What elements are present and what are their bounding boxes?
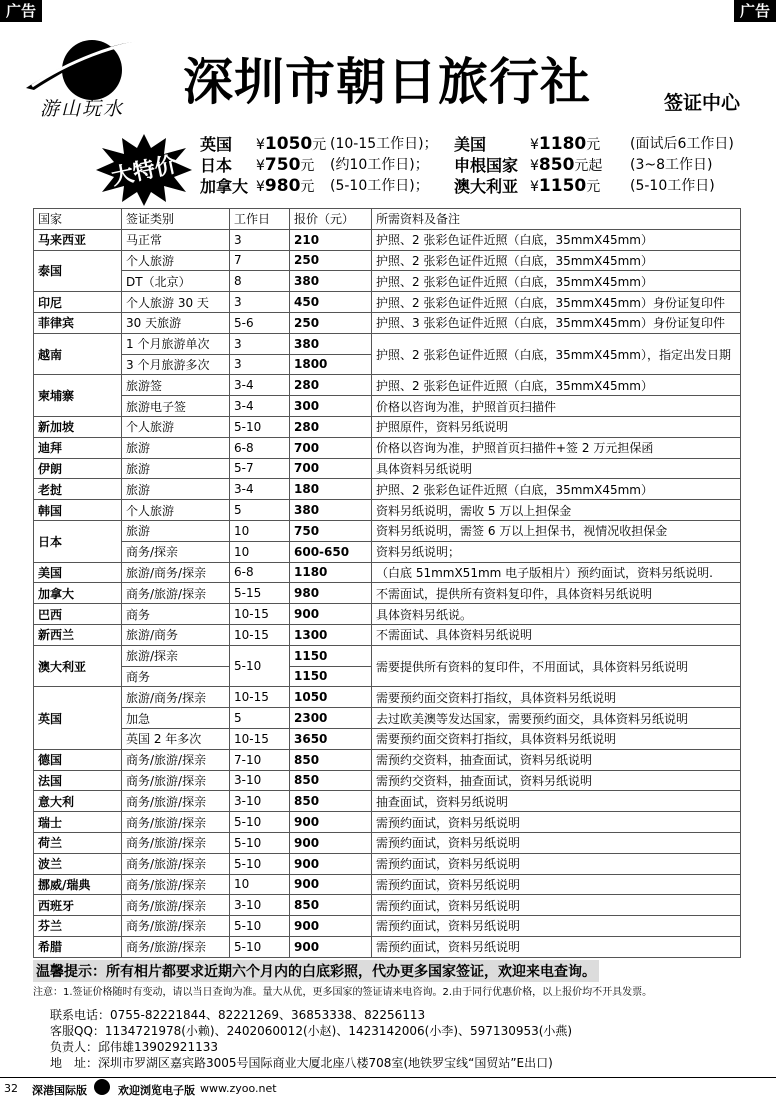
days-cell: 10-15 <box>230 624 290 645</box>
visa-type-cell: 商务/旅游/探亲 <box>122 853 230 874</box>
country-cell: 芬兰 <box>34 916 122 937</box>
logo-text: 游山玩水 <box>40 98 125 120</box>
table-row <box>34 624 741 645</box>
country-cell: 荷兰 <box>34 832 122 853</box>
price-cell: 700 <box>290 458 372 479</box>
price-cell: 380 <box>290 271 372 292</box>
note-cell: 价格以咨询为准，护照首页扫描件+签 2 万元担保函 <box>372 437 741 458</box>
note-cell: 护照、2 张彩色证件近照（白底，35mmX45mm），指定出发日期 <box>372 333 741 375</box>
days-cell: 5-15 <box>230 583 290 604</box>
price-cell: 700 <box>290 437 372 458</box>
table-row <box>34 416 741 437</box>
price-cell: 1800 <box>290 354 372 375</box>
days-cell: 8 <box>230 271 290 292</box>
price-cell: 280 <box>290 375 372 396</box>
visa-type-cell: 旅游 <box>122 479 230 500</box>
price-cell: 600-650 <box>290 541 372 562</box>
table-header-type: 签证类别 <box>122 209 230 230</box>
note-cell: 护照、2 张彩色证件近照（白底，35mmX45mm） <box>372 271 741 292</box>
note-cell: 不需面试，提供所有资料复印件，具体资料另纸说明 <box>372 583 741 604</box>
price-cell: 900 <box>290 916 372 937</box>
table-row <box>34 396 741 417</box>
visa-type-cell: 商务/旅游/探亲 <box>122 916 230 937</box>
country-cell: 瑞士 <box>34 812 122 833</box>
price-cell: 900 <box>290 832 372 853</box>
days-cell: 3-4 <box>230 479 290 500</box>
country-cell: 伊朗 <box>34 458 122 479</box>
promo-country: 申根国家 <box>454 156 519 175</box>
visa-type-cell: 旅游电子签 <box>122 396 230 417</box>
table-row <box>34 916 741 937</box>
country-cell: 菲律宾 <box>34 312 122 333</box>
note-cell: 需预约面试，资料另纸说明 <box>372 874 741 895</box>
table-row <box>34 333 741 354</box>
page-title: 深圳市朝日旅行社 <box>183 53 591 111</box>
table-header-days: 工作日 <box>230 209 290 230</box>
days-cell: 3 <box>230 354 290 375</box>
price-cell: 900 <box>290 936 372 957</box>
price-cell: 900 <box>290 874 372 895</box>
price-cell: 850 <box>290 770 372 791</box>
country-cell: 美国 <box>34 562 122 583</box>
promo-price: ¥1150元 <box>530 176 601 196</box>
tips-banner: 温馨提示：所有相片都要求近期六个月内的白底彩照，代办更多国家签证，欢迎来电查询。 <box>33 960 599 982</box>
edition-name: 深港国际版 <box>32 1084 87 1097</box>
promo-days: (面试后6工作日) <box>630 136 734 152</box>
price-cell: 2300 <box>290 708 372 729</box>
visa-type-cell: 商务 <box>122 666 230 687</box>
price-cell: 210 <box>290 229 372 250</box>
promo-country: 英国 <box>200 135 233 154</box>
price-cell: 3650 <box>290 728 372 749</box>
note-cell: 抽查面试，资料另纸说明 <box>372 791 741 812</box>
country-cell: 法国 <box>34 770 122 791</box>
note-cell: 价格以咨询为准，护照首页扫描件 <box>372 396 741 417</box>
country-cell: 印尼 <box>34 292 122 313</box>
days-cell: 10-15 <box>230 687 290 708</box>
days-cell: 5-10 <box>230 832 290 853</box>
promo-badge <box>96 134 192 206</box>
visa-type-cell: 个人旅游 <box>122 250 230 271</box>
table-row <box>34 832 741 853</box>
price-cell: 250 <box>290 250 372 271</box>
visa-type-cell: 旅游 <box>122 520 230 541</box>
note-cell: 具体资料另纸说明 <box>372 458 741 479</box>
price-cell: 180 <box>290 479 372 500</box>
price-cell: 1150 <box>290 666 372 687</box>
days-cell: 5-10 <box>230 916 290 937</box>
days-cell: 10-15 <box>230 728 290 749</box>
table-row <box>34 562 741 583</box>
contact-address: 地 址：深圳市罗湖区嘉宾路3005号国际商业大厦北座八楼708室(地铁罗宝线“国贸站”E出口) <box>50 1056 553 1070</box>
country-cell: 老挝 <box>34 479 122 500</box>
ad-label-right: 广告 <box>734 0 776 22</box>
note-cell: 护照、3 张彩色证件近照（白底，35mmX45mm）身份证复印件 <box>372 312 741 333</box>
note-cell: 需要提供所有资料的复印件，不用面试，具体资料另纸说明 <box>372 645 741 687</box>
price-cell: 380 <box>290 500 372 521</box>
note-cell: 需预约面试，资料另纸说明 <box>372 895 741 916</box>
country-cell: 日本 <box>34 520 122 562</box>
days-cell: 5-10 <box>230 645 290 687</box>
table-row <box>34 708 741 729</box>
footnote: 注意：1.签证价格随时有变动，请以当日查询为准。量大从优，更多国家的签证请来电咨询。2.由于同行优惠价格，以上报价均不开具发票。 <box>33 987 653 998</box>
note-cell: 资料另纸说明，需收 5 万以上担保金 <box>372 500 741 521</box>
price-cell: 450 <box>290 292 372 313</box>
visa-type-cell: 商务/探亲 <box>122 541 230 562</box>
promo-days: (5-10工作日) <box>630 178 715 194</box>
country-cell: 越南 <box>34 333 122 375</box>
table-row <box>34 271 741 292</box>
table-row <box>34 375 741 396</box>
table-row <box>34 645 741 666</box>
promo-country: 澳大利亚 <box>454 177 519 196</box>
days-cell: 3-10 <box>230 895 290 916</box>
visa-price-table <box>33 208 741 958</box>
price-cell: 1300 <box>290 624 372 645</box>
visa-type-cell: 旅游 <box>122 437 230 458</box>
table-row <box>34 853 741 874</box>
days-cell: 10 <box>230 520 290 541</box>
days-cell: 10 <box>230 541 290 562</box>
price-cell: 250 <box>290 312 372 333</box>
contact-person: 负责人：邱伟雄13902921133 <box>50 1040 218 1054</box>
contact-phone: 联系电话：0755-82221844、82221269、36853338、82256113 <box>50 1008 426 1022</box>
table-row <box>34 728 741 749</box>
visa-type-cell: 个人旅游 <box>122 416 230 437</box>
visa-type-cell: 个人旅游 <box>122 500 230 521</box>
visa-type-cell: 商务/旅游/探亲 <box>122 770 230 791</box>
note-cell: 去过欧美澳等发达国家，需要预约面交，具体资料另纸说明 <box>372 708 741 729</box>
visa-type-cell: 商务/旅游/探亲 <box>122 749 230 770</box>
promo-country: 加拿大 <box>200 177 249 196</box>
table-row <box>34 437 741 458</box>
promo-price: ¥1050元 <box>256 134 327 154</box>
days-cell: 7 <box>230 250 290 271</box>
visa-type-cell: 商务/旅游/探亲 <box>122 874 230 895</box>
visa-type-cell: 旅游/商务 <box>122 624 230 645</box>
promo-price: ¥850元起 <box>530 155 603 175</box>
days-cell: 3 <box>230 333 290 354</box>
country-cell: 泰国 <box>34 250 122 292</box>
note-cell: 护照原件，资料另纸说明 <box>372 416 741 437</box>
table-row <box>34 292 741 313</box>
price-cell: 900 <box>290 853 372 874</box>
days-cell: 7-10 <box>230 749 290 770</box>
note-cell: 需预约面试，资料另纸说明 <box>372 812 741 833</box>
note-cell: 护照、2 张彩色证件近照（白底，35mmX45mm） <box>372 229 741 250</box>
country-cell: 希腊 <box>34 936 122 957</box>
days-cell: 3-10 <box>230 770 290 791</box>
days-cell: 3 <box>230 292 290 313</box>
visa-type-cell: 加急 <box>122 708 230 729</box>
country-cell: 马来西亚 <box>34 229 122 250</box>
days-cell: 3-10 <box>230 791 290 812</box>
note-cell: 需预约面试，资料另纸说明 <box>372 916 741 937</box>
visa-type-cell: 商务 <box>122 604 230 625</box>
visa-type-cell: 英国 2 年多次 <box>122 728 230 749</box>
note-cell: 具体资料另纸说。 <box>372 604 741 625</box>
visa-type-cell: 个人旅游 30 天 <box>122 292 230 313</box>
visa-type-cell: 商务/旅游/探亲 <box>122 812 230 833</box>
table-row <box>34 791 741 812</box>
country-cell: 新西兰 <box>34 624 122 645</box>
promo-price: ¥750元 <box>256 155 315 175</box>
note-cell: 需要预约面交资料打指纹，具体资料另纸说明 <box>372 728 741 749</box>
country-cell: 波兰 <box>34 853 122 874</box>
ad-label-left: 广告 <box>0 0 42 22</box>
table-header-price: 报价（元） <box>290 209 372 230</box>
note-cell: 需预约交资料，抽查面试，资料另纸说明 <box>372 749 741 770</box>
price-cell: 380 <box>290 333 372 354</box>
visa-type-cell: 旅游签 <box>122 375 230 396</box>
table-row <box>34 936 741 957</box>
table-row <box>34 874 741 895</box>
note-cell: 护照、2 张彩色证件近照（白底，35mmX45mm） <box>372 250 741 271</box>
note-cell: 不需面试、具体资料另纸说明 <box>372 624 741 645</box>
days-cell: 10-15 <box>230 604 290 625</box>
price-cell: 980 <box>290 583 372 604</box>
country-cell: 加拿大 <box>34 583 122 604</box>
days-cell: 10 <box>230 874 290 895</box>
country-cell: 迪拜 <box>34 437 122 458</box>
note-cell: 资料另纸说明，需签 6 万以上担保书，视情况收担保金 <box>372 520 741 541</box>
table-row <box>34 812 741 833</box>
table-row <box>34 749 741 770</box>
promo-days: (10-15工作日)； <box>330 136 438 152</box>
country-cell: 韩国 <box>34 500 122 521</box>
days-cell: 5-7 <box>230 458 290 479</box>
days-cell: 6-8 <box>230 437 290 458</box>
table-row <box>34 479 741 500</box>
country-cell: 德国 <box>34 749 122 770</box>
price-cell: 750 <box>290 520 372 541</box>
price-cell: 850 <box>290 895 372 916</box>
contact-info <box>50 1007 572 1071</box>
table-row <box>34 250 741 271</box>
days-cell: 6-8 <box>230 562 290 583</box>
note-cell: （白底 51mmX51mm 电子版相片）预约面试，资料另纸说明. <box>372 562 741 583</box>
price-cell: 900 <box>290 812 372 833</box>
price-cell: 850 <box>290 749 372 770</box>
note-cell: 需预约面试，资料另纸说明 <box>372 936 741 957</box>
table-row <box>34 895 741 916</box>
note-cell: 资料另纸说明； <box>372 541 741 562</box>
country-cell: 挪威/瑞典 <box>34 874 122 895</box>
note-cell: 护照、2 张彩色证件近照（白底，35mmX45mm） <box>372 375 741 396</box>
price-cell: 300 <box>290 396 372 417</box>
country-cell: 新加坡 <box>34 416 122 437</box>
page-number: 32 <box>4 1082 18 1095</box>
promo-days: (3~8工作日) <box>630 157 713 173</box>
price-cell: 850 <box>290 791 372 812</box>
table-row <box>34 312 741 333</box>
page-subtitle: 签证中心 <box>664 92 741 114</box>
promo-days: (约10工作日)； <box>330 157 429 173</box>
visa-type-cell: 旅游 <box>122 458 230 479</box>
visa-type-cell: 商务/旅游/探亲 <box>122 583 230 604</box>
table-header-country: 国家 <box>34 209 122 230</box>
days-cell: 5 <box>230 708 290 729</box>
country-cell: 意大利 <box>34 791 122 812</box>
contact-qq: 客服QQ：1134721978(小赖)、2402060012(小赵)、1423142006(小李)、597130953(小燕) <box>50 1024 573 1038</box>
price-cell: 900 <box>290 604 372 625</box>
table-row <box>34 458 741 479</box>
days-cell: 3-4 <box>230 396 290 417</box>
edition-logo-icon <box>94 1079 110 1095</box>
table-row <box>34 604 741 625</box>
table-row <box>34 770 741 791</box>
promo-badge-text: 大特价 <box>109 152 180 191</box>
price-cell: 1180 <box>290 562 372 583</box>
visa-type-cell: 30 天旅游 <box>122 312 230 333</box>
country-cell: 英国 <box>34 687 122 749</box>
days-cell: 5-10 <box>230 416 290 437</box>
visa-type-cell: 商务/旅游/探亲 <box>122 936 230 957</box>
days-cell: 5 <box>230 500 290 521</box>
welcome-text: 欢迎浏览电子版 <box>118 1084 195 1097</box>
visa-type-cell: 马正常 <box>122 229 230 250</box>
country-cell: 澳大利亚 <box>34 645 122 687</box>
promo-price: ¥980元 <box>256 176 315 196</box>
visa-type-cell: 旅游/探亲 <box>122 645 230 666</box>
note-cell: 护照、2 张彩色证件近照（白底，35mmX45mm） <box>372 479 741 500</box>
country-cell: 柬埔寨 <box>34 375 122 417</box>
table-row <box>34 229 741 250</box>
days-cell: 3-4 <box>230 375 290 396</box>
visa-type-cell: 商务/旅游/探亲 <box>122 791 230 812</box>
country-cell: 巴西 <box>34 604 122 625</box>
days-cell: 3 <box>230 229 290 250</box>
visa-type-cell: 3 个月旅游多次 <box>122 354 230 375</box>
visa-type-cell: DT（北京） <box>122 271 230 292</box>
table-header-row <box>34 209 741 230</box>
promo-country: 日本 <box>200 156 233 175</box>
table-row <box>34 687 741 708</box>
table-row <box>34 520 741 541</box>
note-cell: 护照、2 张彩色证件近照（白底，35mmX45mm）身份证复印件 <box>372 292 741 313</box>
table-row <box>34 583 741 604</box>
promo-days: (5-10工作日)； <box>330 178 429 194</box>
visa-type-cell: 商务/旅游/探亲 <box>122 895 230 916</box>
note-cell: 需要预约面交资料打指纹，具体资料另纸说明 <box>372 687 741 708</box>
note-cell: 需预约交资料，抽查面试，资料另纸说明 <box>372 770 741 791</box>
days-cell: 5-6 <box>230 312 290 333</box>
days-cell: 5-10 <box>230 936 290 957</box>
site-url[interactable]: www.zyoo.net <box>200 1082 277 1095</box>
table-header-note: 所需资料及备注 <box>372 209 741 230</box>
price-cell: 1150 <box>290 645 372 666</box>
days-cell: 5-10 <box>230 812 290 833</box>
page-footer <box>0 1077 776 1100</box>
note-cell: 需预约面试，资料另纸说明 <box>372 832 741 853</box>
table-row <box>34 500 741 521</box>
visa-type-cell: 商务/旅游/探亲 <box>122 832 230 853</box>
days-cell: 5-10 <box>230 853 290 874</box>
price-cell: 1050 <box>290 687 372 708</box>
table-row <box>34 541 741 562</box>
note-cell: 需预约面试，资料另纸说明 <box>372 853 741 874</box>
promo-price: ¥1180元 <box>530 134 601 154</box>
visa-type-cell: 1 个月旅游单次 <box>122 333 230 354</box>
country-cell: 西班牙 <box>34 895 122 916</box>
promo-country: 美国 <box>454 135 487 154</box>
visa-type-cell: 旅游/商务/探亲 <box>122 687 230 708</box>
visa-type-cell: 旅游/商务/探亲 <box>122 562 230 583</box>
price-cell: 280 <box>290 416 372 437</box>
